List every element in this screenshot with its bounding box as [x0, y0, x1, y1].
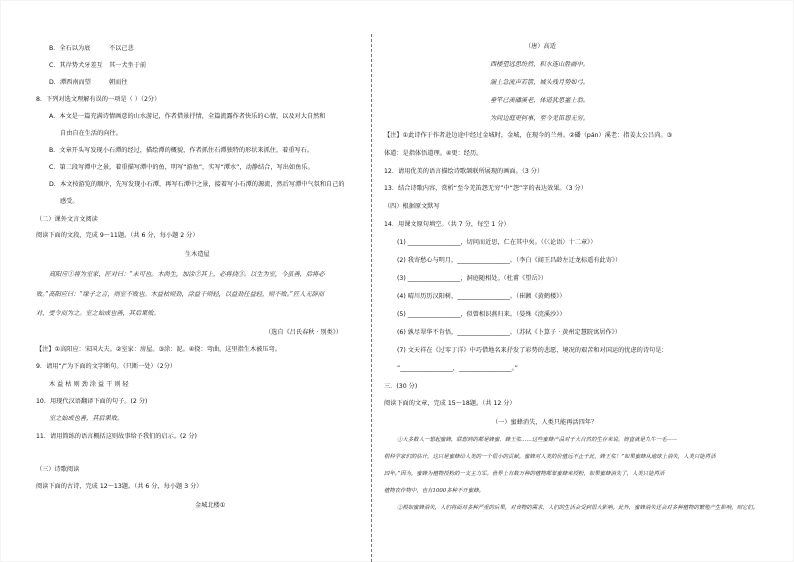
article-line-2: 根科学家们的估计，这只是蜜蜂给人类的一个很小的贡献。蜜蜂对人类的价值远不止于此，蜂王浆！”如果蜜蜂从地球上消失，人类只能再活 [384, 454, 716, 460]
article-title: （一）蜜蜂消失，人类只能再活四年？ [492, 419, 598, 426]
article-line-1: ①大多数人一想起蜜蜂，联想到的都是蜂蜜、蜂王浆……这些蜜蜂产品对于大自然的生存来说，简直就是九牛一毛—— [397, 437, 678, 443]
poem-title: 金城北楼① [195, 502, 226, 509]
poem-line-4: 为问边庭更何事，至今羌笛怨无穷。 [490, 115, 589, 122]
option-c: C．其岸势犬牙差互 [49, 62, 103, 69]
poem-note-line2: 体道：是指体悟道理。④更：经历。 [384, 150, 483, 157]
passage-line-1: 高阳应①将为室家，匠对曰：“未可也。木尚生，加涂②其上，必将挠③。以生为室，今虽善，后将必 [49, 271, 325, 278]
q8-option-a-line2: 自由自在生活的向往。 [60, 130, 122, 137]
q8-option-b: B．文章开头写发现小石潭的经过，描绘潭的概貌，作者抓住石潭独特的形状来抓住，着重写石。 [49, 147, 314, 154]
fill-7-line2: “_________________，_________________。” [397, 365, 518, 372]
question-14: 14．用课文原句填空。（共 7 分，每空 1 分） [384, 221, 510, 228]
poem-note-line1: 【注】①此诗作于作者赴边途中经过金城时，金城，在现今的兰州。②磻（pán）溪老：指姜太公吕尚。③ [384, 132, 673, 139]
q8-option-d-line1: D．本文按游览的顺序，先写发现小石潭，再写石潭中之景，接着写小石潭的源流，然后写潭中气氛和自己的 [49, 181, 345, 188]
question-9: 9．请用“/”为下面的文字断句。（只断一处）（2分） [36, 363, 177, 370]
section-4-heading: （四）根据原文默写 [384, 203, 440, 210]
fill-6: (6) 孰尽翠华不肯悟，_________________。（苏轼《卜算子 · 黄州定慧院寓居作》） [397, 329, 621, 336]
fill-7-line1: (7) 文天祥在《过零丁洋》中巧借地名来抒发了彩势的悲愿、境况的艰苦和对国运的忧虑的诗句是： [397, 347, 668, 354]
q8-option-c: C．第二段写潭中之景，着重描写潭中的鱼，明写“游鱼”，实写“潭水”，动静结合，写出如鱼乐。 [49, 164, 314, 171]
column-divider [371, 34, 372, 562]
question-13: 13．结合诗歌内容，赏析“至今羌笛怨无穷”中“怨”字的表达效果。（3 分） [384, 185, 587, 192]
part-three-intro: 阅读下面的文章，完成 15～18题。（共 12 分） [384, 400, 516, 407]
passage-source: （选自《吕氏春秋 · 别类》） [265, 329, 343, 336]
option-d-gloss: 朝而往 [109, 79, 128, 86]
question-11: 11．请用简练的语言概括这则故事给予我们的启示。(2 分) [36, 433, 197, 440]
article-line-4: 植物农作物中，也有1000多种不开蜜蜂。 [384, 488, 484, 494]
fill-5: (5) _________________，似曾相识燕归来。（晏殊《浣溪沙》） [397, 311, 566, 318]
poem-line-3: 垂竿已羡磻溪老，体道犹思塞上翁。 [490, 97, 589, 104]
section-2-heading: （二）课外文言文阅读 [36, 216, 98, 223]
fill-3: (3) _________________，洞庭随相处。（杜甫《望岳》） [397, 275, 547, 282]
passage-title: 生木造屋 [185, 251, 210, 258]
fill-4: (4) 晴川历历汉阳树，_________________。（崔颢《黄鹤楼》） [397, 293, 566, 300]
question-12: 12．请用优美的语言描绘诗歌颔联所展现的画面。（3 分） [384, 168, 544, 175]
article-line-5: ②根如蜜蜂消失，人们将面对多种严重的后果，对食物的需求，人们的生活会受到很大影响。此外，蜜蜂消失还会对多种植物的繁殖产生影响，则它们。 [397, 505, 759, 511]
section-2-intro: 阅读下面的文段，完成 9～11题。（共 6 分，每小题 2 分） [36, 232, 199, 239]
option-b-gloss: 不以己悲 [109, 45, 134, 52]
passage-notes: 【注】①高阳应：宋国大夫。②室家：房屋。③涂：泥。④挠：弯曲，这里指生木被压弯。 [36, 346, 281, 353]
q8-option-d-line2: 感受。 [60, 198, 79, 205]
section-3-intro: 阅读下面的古诗，完成 12～13题。（共 6 分，每小题 3 分） [36, 483, 203, 490]
q8-option-a-line1: A．本文是一篇充满诗情画意的山水游记，作者借景抒情，全篇流露作者快乐的心情，以及对大自然和 [49, 113, 326, 120]
passage-line-3: 对，受令而为之。室之始成也善，其后果败。 [36, 310, 160, 317]
option-c-gloss: 其一犬坐于前 [109, 62, 147, 69]
poem-line-1: 西楼望远思纷然，积水连山胜画中。 [490, 61, 589, 68]
q9-text: 木 益 枯 则 劲 涂 益 干 则 轻 [49, 381, 129, 388]
question-8: 8．下列对选文理解有误的一项是（ ）（2分） [36, 96, 161, 103]
section-3-heading: （三）诗歌阅读 [36, 466, 80, 473]
option-b: B．全石以为底 [49, 45, 91, 52]
part-three-heading: 三．(30 分) [384, 383, 418, 390]
fill-1: (1) _________________，切问而近思，仁在其中矣。（《〈论语〉十二章》） [397, 239, 597, 246]
poem-author: （唐）高适 [525, 43, 556, 50]
fill-2: (2) 我寄愁心与明月，_________________。（李白《闻王昌龄左迁龙标遥有此寄》） [397, 257, 622, 264]
passage-line-2: 败。”高阳应曰：“缘子之言，则室不败也。木益枯则劲，涂益干则轻，以益劲任益轻，则不败。”匠人无辞而 [36, 291, 324, 298]
question-10: 10．用现代汉语翻译下面的句子。(2 分) [36, 398, 148, 405]
option-d: D．潭西南而望 [49, 79, 91, 86]
q10-text: 室之始成也善，其后果败。 [49, 415, 124, 422]
article-line-3: 四年。”因为，蜜蜂为植物授粉的一支主力军。世界上有数万种的植物都靠蜜蜂来授粉，如果蜜蜂消失了，人类只能再活 [384, 471, 665, 477]
poem-line-2: 湍上急流声若箭，城头残月势如弓。 [490, 79, 589, 86]
